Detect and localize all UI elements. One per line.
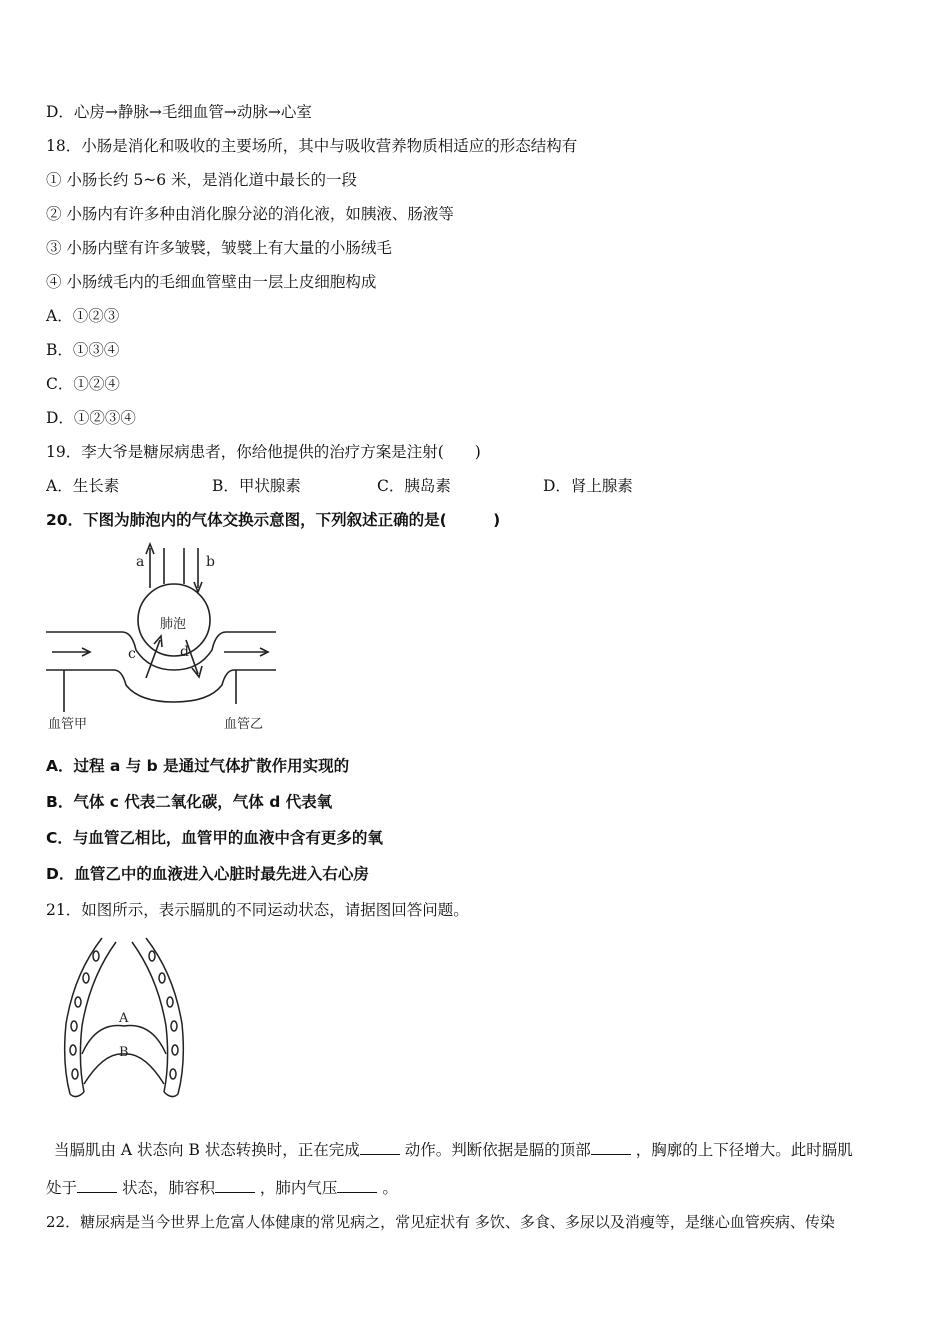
q20-option-a: A．过程 a 与 b 是通过气体扩散作用实现的	[46, 757, 350, 775]
q21-paragraph-line-2	[46, 1178, 398, 1198]
answer-blank-1[interactable]	[360, 1140, 400, 1155]
diagram-label-B: B	[119, 1045, 129, 1060]
q18-stem: 18．小肠是消化和吸收的主要场所，其中与吸收营养物质相适应的形态结构有	[46, 137, 578, 155]
q21-text-2d: 。	[382, 1179, 398, 1197]
q19-option-d: D．肾上腺素	[543, 477, 633, 495]
diagram-label-vessel-jia: 血管甲	[48, 717, 88, 732]
q21-text-2a: 处于	[46, 1179, 78, 1197]
q21-stem: 21．如图所示，表示膈肌的不同运动状态，请据图回答问题。	[46, 901, 469, 919]
q18-option-c: C．①②④	[46, 375, 120, 393]
q19-stem: 19．李大爷是糖尿病患者，你给他提供的治疗方案是注射( )	[46, 443, 481, 461]
q20-stem: 20．下图为肺泡内的气体交换示意图，下列叙述正确的是( )	[46, 511, 501, 529]
q20-option-d: D．血管乙中的血液进入心脏时最先进入右心房	[46, 865, 369, 883]
q19-option-c: C．胰岛素	[377, 477, 451, 495]
q18-item-2: ② 小肠内有许多种由消化腺分泌的消化液，如胰液、肠液等	[46, 205, 454, 223]
diagram-label-A: A	[119, 1011, 129, 1026]
alveolus-gas-exchange-diagram	[44, 540, 294, 735]
q18-option-b: B．①③④	[46, 341, 120, 359]
q21-text-2b: 状态，肺容积	[121, 1179, 215, 1197]
q19-option-a: A．生长素	[46, 477, 120, 495]
q18-option-a: A．①②③	[46, 307, 120, 325]
q17-option-d: D．心房→静脉→毛细血管→动脉→心室	[46, 103, 312, 121]
q20-option-b: B．气体 c 代表二氧化碳，气体 d 代表氧	[46, 793, 333, 811]
q18-item-3: ③ 小肠内壁有许多皱襞，皱襞上有大量的小肠绒毛	[46, 239, 392, 257]
q21-text-1c: ，胸廓的上下径增大。此时膈肌	[635, 1141, 853, 1159]
q21-text-2c: ，肺内气压	[259, 1179, 338, 1197]
diagram-label-b: b	[206, 554, 215, 570]
answer-blank-3[interactable]	[77, 1178, 117, 1193]
diagram-label-c: c	[128, 646, 136, 662]
q21-text-1b: 动作。判断依据是膈的顶部	[404, 1141, 591, 1159]
diagram-label-a: a	[136, 554, 145, 570]
diagram-label-vessel-yi: 血管乙	[224, 717, 264, 732]
q18-item-1: ① 小肠长约 5~6 米，是消化道中最长的一段	[46, 171, 357, 189]
answer-blank-4[interactable]	[215, 1178, 255, 1193]
q21-text-1a: 当膈肌由 A 状态向 B 状态转换时，正在完成	[54, 1141, 360, 1159]
q22-stem: 22．糖尿病是当今世界上危富人体健康的常见病之，常见症状有 多饮、多食、多尿以及消瘦等，是继心血管疾病、传染	[46, 1213, 835, 1231]
diagram-label-alveolus: 肺泡	[160, 617, 187, 632]
answer-blank-5[interactable]	[337, 1178, 377, 1193]
q21-paragraph-line-1	[54, 1140, 853, 1160]
q19-option-b: B．甲状腺素	[212, 477, 301, 495]
q18-option-d: D．①②③④	[46, 409, 136, 427]
q18-item-4: ④ 小肠绒毛内的毛细血管壁由一层上皮细胞构成	[46, 273, 377, 291]
diaphragm-states-diagram	[44, 934, 204, 1104]
q20-option-c: C．与血管乙相比，血管甲的血液中含有更多的氧	[46, 829, 383, 847]
diagram-label-d: d	[180, 644, 189, 660]
answer-blank-2[interactable]	[591, 1140, 631, 1155]
